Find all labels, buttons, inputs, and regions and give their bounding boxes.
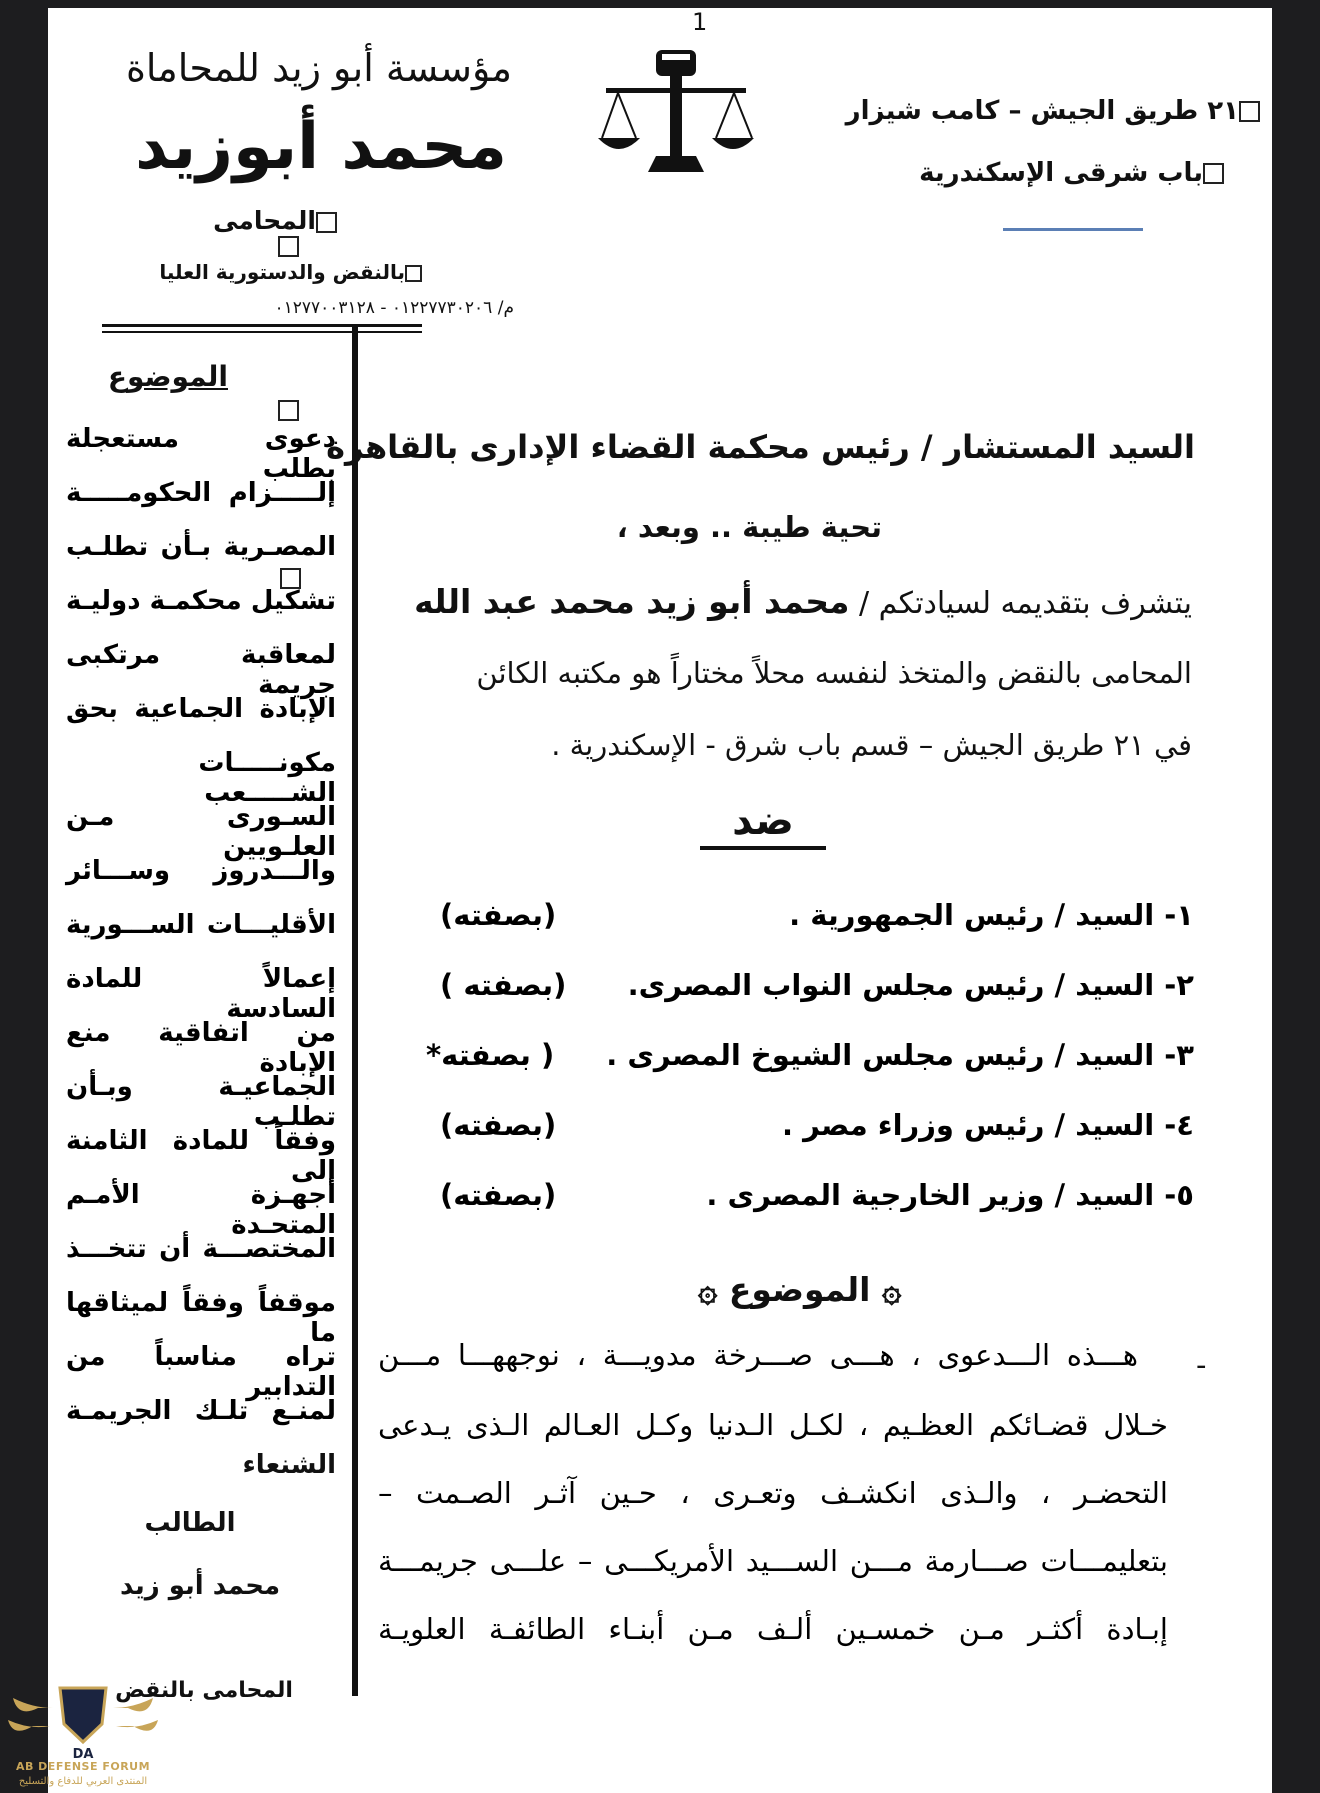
body-line: هـــذه الـــدعوى ، هـــى صـــرخة مدويـــة ، نوجههـــا مـــن [378, 1338, 1138, 1372]
defendant-item: ٢- السيد / رئيس مجلس النواب المصرى. [627, 968, 1194, 1002]
sidebar-line: المختصـــة أن تتخـــذ [66, 1234, 336, 1264]
forum-logo-icon [8, 1678, 158, 1762]
intro-line-1: يتشرف بتقديمه لسيادتكم / محمد أبو زيد محمد عبد الله [414, 582, 1192, 621]
sidebar-line: مكونـــــات الشـــــعب [198, 748, 336, 808]
phone-numbers: م/ ٠١٢٢٧٧٣٠٢٠٦ - ٠١٢٧٧٠٠٣١٢٨ [274, 298, 514, 318]
intro-line-2: المحامى بالنقض والمتخذ لنفسه محلاً مختاراً هو مكتبه الكائن [476, 656, 1192, 690]
ornament-icon: ۞ [881, 1270, 902, 1309]
column-divider [352, 326, 358, 1696]
lawyer-title: المحامى [213, 206, 337, 235]
lawyer-name-title: محمد أبوزيد [135, 110, 507, 184]
checkbox-icon [405, 265, 422, 282]
signer-label: الطالب [144, 1508, 236, 1538]
sidebar-line: تشكيل محكمـة دوليـة [66, 586, 336, 616]
defendant-item: ٥- السيد / وزير الخارجية المصرى . [706, 1178, 1194, 1212]
body-line: التحضـر ، والـذى انكشـف وتعـرى ، حـين آثـر الصـمت – [378, 1476, 1168, 1510]
checkbox-icon [316, 212, 337, 233]
sidebar-line: المصـرية بـأن تطلـب [66, 532, 336, 562]
sidebar-line: لمعاقبة مرتكبى جريمة [66, 640, 336, 700]
sidebar-line: الشنعاء [242, 1450, 336, 1480]
checkbox-icon [278, 236, 299, 257]
defendant-capacity: (بصفته) [440, 1108, 557, 1142]
firm-name: مؤسسة أبو زيد للمحاماة [125, 46, 512, 90]
intro-line-3: في ٢١ طريق الجيش – قسم باب شرق - الإسكندرية . [551, 728, 1192, 762]
defendant-capacity: (بصفته) [440, 898, 557, 932]
body-line: إبـادة أكثـر مـن خمسـين ألـف مـن أبنـاء الطائفـة العلويـة [378, 1612, 1168, 1646]
sidebar-line: لمنـع تلـك الجريمـة [66, 1396, 336, 1426]
signer-title: المحامى بالنقض [115, 1678, 293, 1703]
greeting: تحية طيبة .. وبعد ، [616, 510, 882, 544]
against-heading: ضد [700, 798, 826, 850]
subject-heading: ۞ الموضوع ۞ [698, 1270, 902, 1309]
header-divider [102, 324, 422, 333]
sidebar-line: تراه مناسباً من التدابير [66, 1342, 336, 1402]
svg-text:DA: DA [72, 1747, 94, 1762]
address-line-1: ٢١ طريق الجيش – كامب شيزار [846, 96, 1260, 126]
sidebar-line: وفقاً للمادة الثامنة إلى [66, 1126, 336, 1186]
sidebar-line: موقفاً وفقاً لميثاقها ما [66, 1288, 336, 1348]
scales-of-justice-icon [596, 38, 756, 178]
body-line: خـلال قضـائكم العظـيم ، لكـل الـدنيا وكـل العـالم الـذى يـدعى [378, 1408, 1168, 1442]
court-line: بالنقض والدستورية العليا [159, 260, 422, 284]
accent-divider [1003, 228, 1143, 231]
defendant-item: ١- السيد / رئيس الجمهورية . [789, 898, 1194, 932]
sidebar-line: والـــدروز وســـائر [66, 856, 336, 886]
defendant-item: ٣- السيد / رئيس مجلس الشيوخ المصرى . [606, 1038, 1194, 1072]
sidebar-line: دعوى مستعجلة بطلب [66, 424, 336, 484]
defendant-capacity: ( بصفته* [426, 1038, 555, 1072]
sidebar-line: إلـــــزام الحكومـــــة [66, 478, 336, 508]
sidebar-line: أجهـزة الأمـم المتحـدة [66, 1180, 336, 1240]
sidebar-line: الأقليـــات الســـورية [66, 910, 336, 940]
document-page [48, 8, 1272, 1793]
defendant-capacity: (بصفته) [440, 1178, 557, 1212]
sidebar-line: الجماعيـة وبـأن تطلـب [66, 1072, 336, 1132]
addressee: السيد المستشار / رئيس محكمة القضاء الإدارى بالقاهرة [326, 428, 1195, 466]
sidebar-line: إعمالاً للمادة السادسة [66, 964, 336, 1024]
defendant-capacity: (بصفته ) [440, 968, 567, 1002]
checkbox-icon [1239, 101, 1260, 122]
page-number: 1 [692, 8, 708, 36]
defendant-item: ٤- السيد / رئيس وزراء مصر . [781, 1108, 1194, 1142]
sidebar-line: السـورى مـن العلـويين [66, 802, 336, 862]
sidebar-heading: الموضوع [107, 360, 228, 393]
sidebar-line: الإبادة الجماعية بحق [66, 694, 336, 724]
sidebar-line: من اتفاقية منع الإبادة [66, 1018, 336, 1078]
checkbox-icon [278, 400, 299, 421]
bullet-dash: - [1196, 1348, 1207, 1382]
checkbox-icon [1203, 163, 1224, 184]
forum-watermark: DA AB DEFENSE FORUM المنتدى العربي للدفاع والتسليح [8, 1678, 158, 1790]
address-line-2: باب شرقى الإسكندرية [919, 158, 1224, 188]
signer-name: محمد أبو زيد [119, 1571, 281, 1601]
body-line: بتعليمـــات صـــارمة مـــن الســـيد الأمريكـــى – علـــى جريمـــة [378, 1544, 1168, 1578]
ornament-icon: ۞ [698, 1270, 718, 1309]
